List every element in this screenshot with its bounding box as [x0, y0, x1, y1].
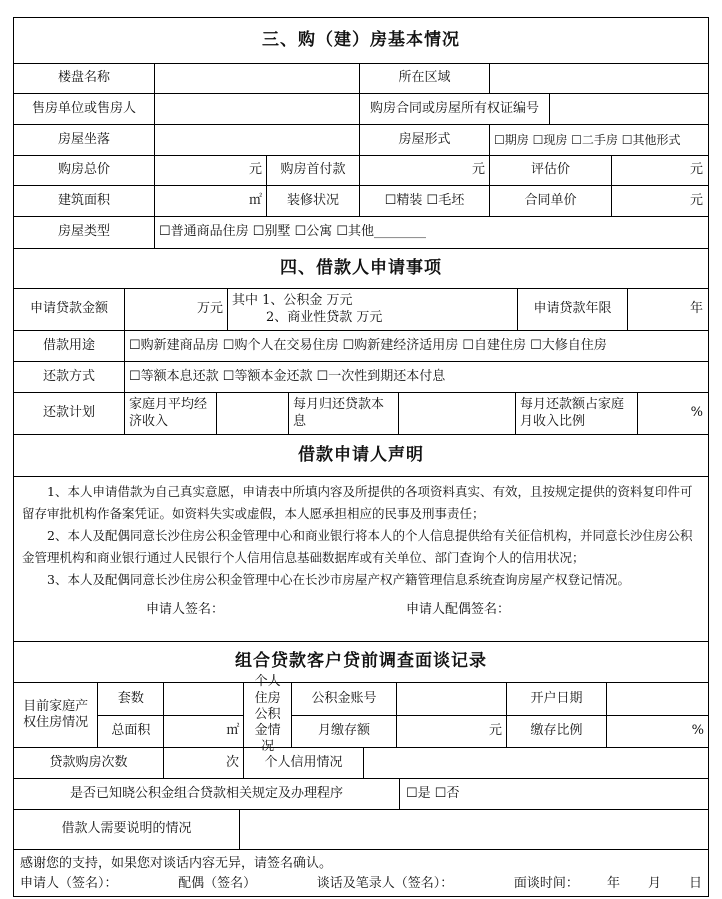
purpose-row [14, 330, 708, 361]
footer-date[interactable] [514, 874, 702, 894]
declaration-title-row [14, 434, 708, 476]
deposit-ratio-unit: % [691, 723, 704, 739]
deposit-ratio-field[interactable] [606, 716, 708, 747]
declaration-title: 借款申请人声明 [298, 444, 424, 465]
units-label: 套数 [117, 690, 144, 706]
building-name-label: 楼盘名称 [57, 70, 110, 86]
total-area-label: 总面积 [111, 723, 151, 739]
footer-spouse-sign[interactable]: 配偶（签名） [178, 876, 257, 891]
section3-title-row [14, 18, 708, 63]
contract-no-field[interactable] [549, 94, 707, 124]
loan-count-row [14, 747, 708, 778]
loan-amount-label: 申请贷款金额 [29, 301, 108, 317]
loan-term-unit: 年 [689, 301, 703, 317]
declaration-item-1: 1、本人申请借款为自己真实意愿，申请表中所填内容及所提供的各项资料真实、有效，且按规定提供的资料复印件可留存审批机构作备案凭证。如资料失实或虚假，本人愿承担相应的民事及刑事责任； [22, 484, 693, 521]
interview-title-row [14, 641, 708, 682]
credit-label: 个人信用情况 [243, 748, 363, 778]
section4-title-row [14, 248, 708, 288]
repay-plan-label: 还款计划 [42, 405, 95, 421]
decoration-options[interactable]: ☐精装 ☐毛坯 [359, 186, 489, 216]
decoration-label: 装修状况 [266, 186, 359, 216]
repay-method-row [14, 361, 708, 392]
seller-field[interactable] [154, 94, 359, 124]
current-housing-label: 目前家庭产权住房情况 [23, 698, 89, 730]
house-type-row [14, 216, 708, 248]
footer-date-day: 日 [688, 876, 702, 891]
open-date-field[interactable] [606, 683, 708, 715]
repay-plan-row [14, 392, 708, 434]
footer-thanks: 感谢您的支持，如果您对谈话内容无异，请签名确认。 [20, 856, 333, 871]
interview-title: 组合贷款客户贷前调查面谈记录 [235, 651, 487, 672]
declaration-text [14, 477, 708, 595]
down-payment-unit: 元 [471, 162, 485, 178]
housing-subcells [97, 683, 243, 747]
house-form-options[interactable]: ☐期房 ☐现房 ☐二手房 ☐其他形式 [489, 125, 707, 155]
total-area-field[interactable] [163, 716, 243, 747]
declaration-item-3: 3、本人及配偶同意长沙住房公积金管理中心在长沙市房屋产权产籍管理信息系统查询房屋产权登记情况。 [47, 572, 630, 587]
breakdown-fund: 其中 1、公积金 万元 [232, 293, 353, 309]
deposit-ratio-label: 缴存比例 [506, 716, 606, 747]
area-field[interactable] [154, 186, 266, 216]
house-type-label: 房屋类型 [57, 224, 110, 240]
aware-options[interactable]: ☐是 ☐否 [399, 779, 707, 809]
declaration-item-2: 2、本人及配偶同意长沙住房公积金管理中心和商业银行将本人的个人信息提供给有关征信机构，并同意长沙住房公积金管理机构和商业银行通过人民银行个人信用信息基础数据库或有关单位、部门查询个人的信用状况； [22, 528, 693, 565]
footer-applicant-sign[interactable]: 申请人（签名）： [20, 876, 118, 891]
footer-row [14, 849, 708, 896]
section4-title: 四、借款人申请事项 [280, 257, 442, 278]
seller-label: 售房单位或售房人 [31, 100, 136, 116]
appraisal-label: 评估价 [489, 156, 611, 185]
repay-method-label: 还款方式 [42, 368, 95, 384]
down-payment-field[interactable] [359, 156, 489, 185]
building-row [14, 63, 708, 93]
household-income-field[interactable] [216, 393, 288, 434]
loan-count-unit: 次 [225, 754, 239, 770]
applicant-sign-label[interactable]: 申请人签名： [146, 601, 225, 617]
loan-count-label: 贷款购房次数 [49, 754, 128, 770]
explain-label: 借款人需要说明的情况 [61, 821, 192, 837]
loan-count-field[interactable] [163, 748, 243, 778]
footer-signatures [20, 874, 702, 894]
total-area-unit: ㎡ [226, 723, 240, 739]
monthly-deposit-unit: 元 [488, 723, 502, 739]
declaration-body [14, 476, 708, 641]
fund-subcells [291, 683, 708, 747]
loan-amount-unit: 万元 [196, 301, 223, 317]
aware-question: 是否已知晓公积金组合贷款相关规定及办理程序 [69, 785, 343, 801]
purpose-options[interactable]: ☐购新建商品房 ☐购个人在交易住房 ☐购新建经济适用房 ☐自建住房 ☐大修自住房 [124, 331, 707, 361]
monthly-deposit-label: 月缴存额 [317, 723, 370, 739]
fund-account-label: 公积金账号 [311, 690, 377, 706]
appraisal-unit: 元 [689, 162, 703, 178]
total-price-unit: 元 [248, 162, 262, 178]
location-row [14, 124, 708, 155]
district-label: 所在区域 [359, 64, 489, 93]
form-table [13, 17, 709, 897]
declaration-signatures [14, 595, 708, 619]
footer-interviewer-sign[interactable]: 谈话及笔录人（签名）： [316, 876, 454, 891]
contract-no-label: 购房合同或房屋所有权证编号 [359, 94, 549, 124]
loan-breakdown[interactable] [227, 289, 517, 330]
footer-date-year: 年 [606, 876, 620, 891]
house-type-options[interactable]: ☐普通商品住房 ☐别墅 ☐公寓 ☐其他________ [154, 217, 707, 248]
household-income-label: 家庭月平均经济收入 [124, 393, 216, 434]
location-field[interactable] [154, 125, 359, 155]
repay-method-options[interactable]: ☐等额本息还款 ☐等额本金还款 ☐一次性到期还本付息 [124, 362, 707, 392]
district-field[interactable] [489, 64, 707, 93]
breakdown-commercial: 2、商业性贷款 万元 [266, 309, 383, 325]
contract-unit-price-field[interactable] [611, 186, 707, 216]
aware-row [14, 778, 708, 809]
total-price-field[interactable] [154, 156, 266, 185]
area-unit: ㎡ [248, 192, 262, 208]
appraisal-field[interactable] [611, 156, 707, 185]
open-date-label: 开户日期 [506, 683, 606, 715]
loan-amount-field[interactable] [124, 289, 227, 330]
fund-account-field[interactable] [396, 683, 506, 715]
down-payment-label: 购房首付款 [266, 156, 359, 185]
housing-fund-block [14, 674, 708, 755]
units-field[interactable] [163, 683, 243, 715]
monthly-principal-label: 每月归还贷款本息 [288, 393, 398, 434]
footer-date-label: 面谈时间： [513, 876, 579, 891]
ratio-field[interactable] [637, 393, 707, 434]
seller-row [14, 93, 708, 124]
loan-term-label: 申请贷款年限 [517, 289, 627, 330]
contract-unit-price-label: 合同单价 [489, 186, 611, 216]
price-row [14, 155, 708, 185]
explain-field[interactable] [239, 810, 707, 849]
total-price-label: 购房总价 [57, 162, 110, 178]
credit-field[interactable] [363, 748, 707, 778]
area-label: 建筑面积 [57, 192, 110, 208]
ratio-unit: % [690, 405, 703, 421]
footer [14, 850, 708, 896]
location-label: 房屋坐落 [57, 131, 110, 147]
ratio-label: 每月还款额占家庭月收入比例 [515, 393, 637, 434]
monthly-principal-field[interactable] [398, 393, 515, 434]
explain-row [14, 809, 708, 849]
area-row [14, 185, 708, 216]
loan-amount-row [14, 288, 708, 330]
fund-status-label: 个人住房公积金情况 [243, 683, 291, 747]
footer-date-month: 月 [647, 876, 661, 891]
contract-unit-price-unit: 元 [689, 192, 703, 208]
building-name-field[interactable] [154, 64, 359, 93]
house-form-label: 房屋形式 [359, 125, 489, 155]
loan-term-field[interactable] [627, 289, 707, 330]
section3-title: 三、购（建）房基本情况 [262, 29, 460, 50]
spouse-sign-label[interactable]: 申请人配偶签名： [406, 601, 511, 617]
monthly-deposit-field[interactable] [396, 716, 506, 747]
purpose-label: 借款用途 [42, 337, 95, 353]
